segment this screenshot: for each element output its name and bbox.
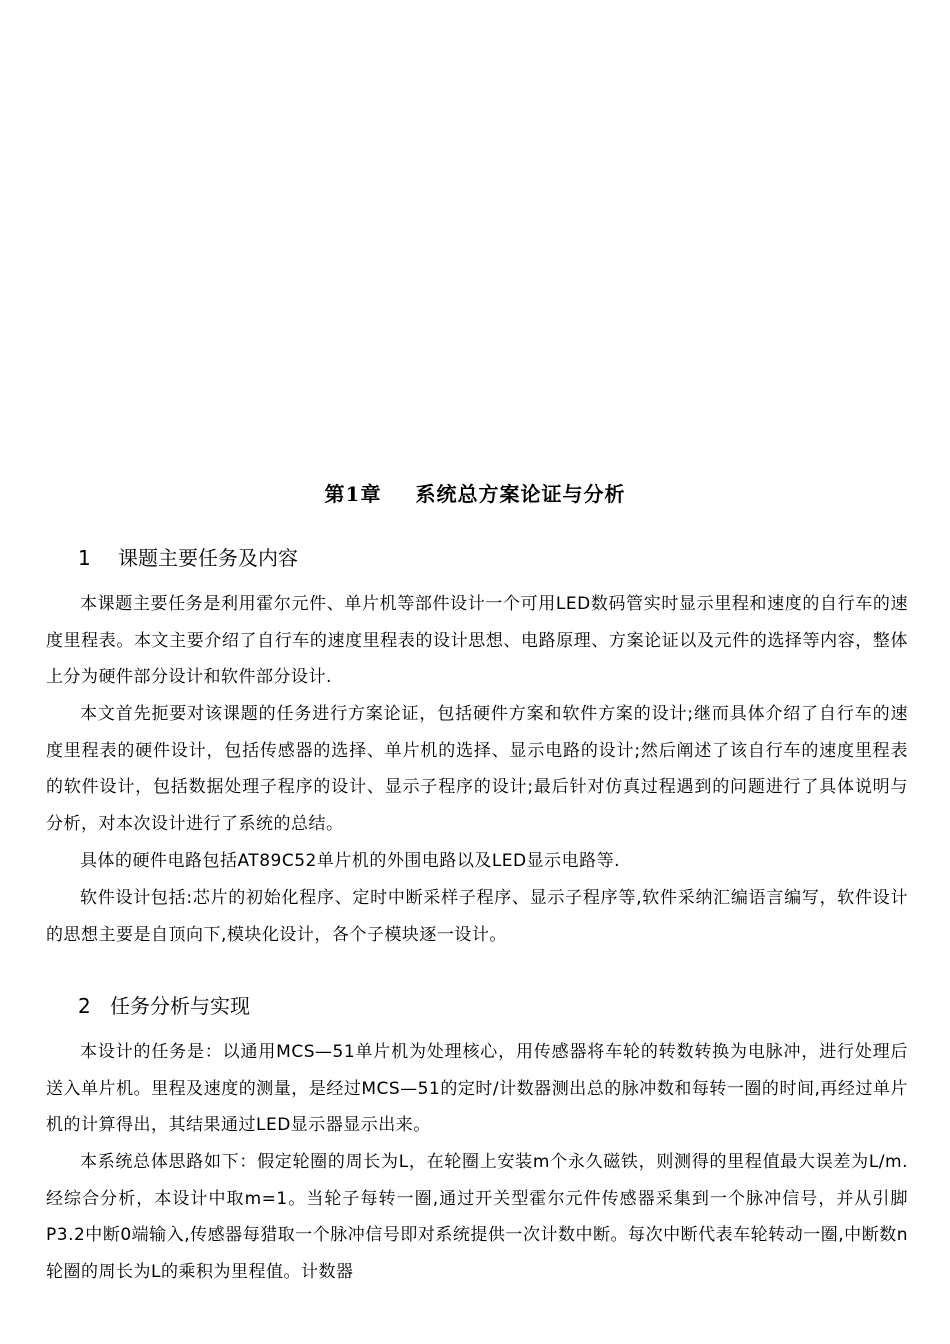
section-number: 2 xyxy=(78,994,91,1018)
paragraph: 具体的硬件电路包括AT89C52单片机的外围电路以及LED显示电路等. xyxy=(80,851,621,871)
section-number: 1 xyxy=(78,546,91,570)
section-heading-1 xyxy=(78,542,298,571)
paragraph: 本系统总体思路如下：假定轮圈的周长为L，在轮圈上安装m个永久磁铁，则测得的里程值最大误差为L/m.经综合分析，本设计中取m=1。当轮子每转一圈,通过开关型霍尔元件传感器采集到一个脉冲信号，并从引脚P3.2中断0端输入,传感器每猎取一个脉冲信号即对系统提供一次计数中断。每次中断代表车轮转动一圈,中断数n轮圈的周长为L的乘积为里程值。计数器 xyxy=(46,1152,908,1283)
chapter-number: 第1章 xyxy=(324,482,382,506)
section-title: 课题主要任务及内容 xyxy=(118,546,298,570)
paragraph: 软件设计包括:芯片的初始化程序、定时中断采样子程序、显示子程序等,软件采纳汇编语言编写，软件设计的思想主要是自顶向下,模块化设计，各个子模块逐一设计。 xyxy=(46,888,908,945)
paragraph: 本文首先扼要对该课题的任务进行方案论证，包括硬件方案和软件方案的设计;继而具体介绍了自行车的速度里程表的硬件设计，包括传感器的选择、单片机的选择、显示电路的设计;然后阐述了该自行车的速度里程表的软件设计，包括数据处理子程序的设计、显示子程序的设计;最后针对仿真过程遇到的问题进行了具体说明与分析，对本次设计进行了系统的总结。 xyxy=(46,704,908,835)
paragraph: 本设计的任务是：以通用MCS—51单片机为处理核心，用传感器将车轮的转数转换为电脉冲，进行处理后送入单片机。里程及速度的测量，是经过MCS—51的定时/计数器测出总的脉冲数和每转一圈的时间,再经过单片机的计算得出，其结果通过LED显示器显示出来。 xyxy=(46,1042,908,1136)
paragraph: 本课题主要任务是利用霍尔元件、单片机等部件设计一个可用LED数码管实时显示里程和速度的自行车的速度里程表。本文主要介绍了自行车的速度里程表的设计思想、电路原理、方案论证以及元件的选择等内容，整体上分为硬件部分设计和软件部分设计. xyxy=(46,594,908,688)
section-heading-2 xyxy=(78,990,250,1019)
chapter-title-text: 系统总方案论证与分析 xyxy=(415,482,626,506)
chapter-title xyxy=(0,478,950,507)
section-title: 任务分析与实现 xyxy=(110,994,250,1018)
